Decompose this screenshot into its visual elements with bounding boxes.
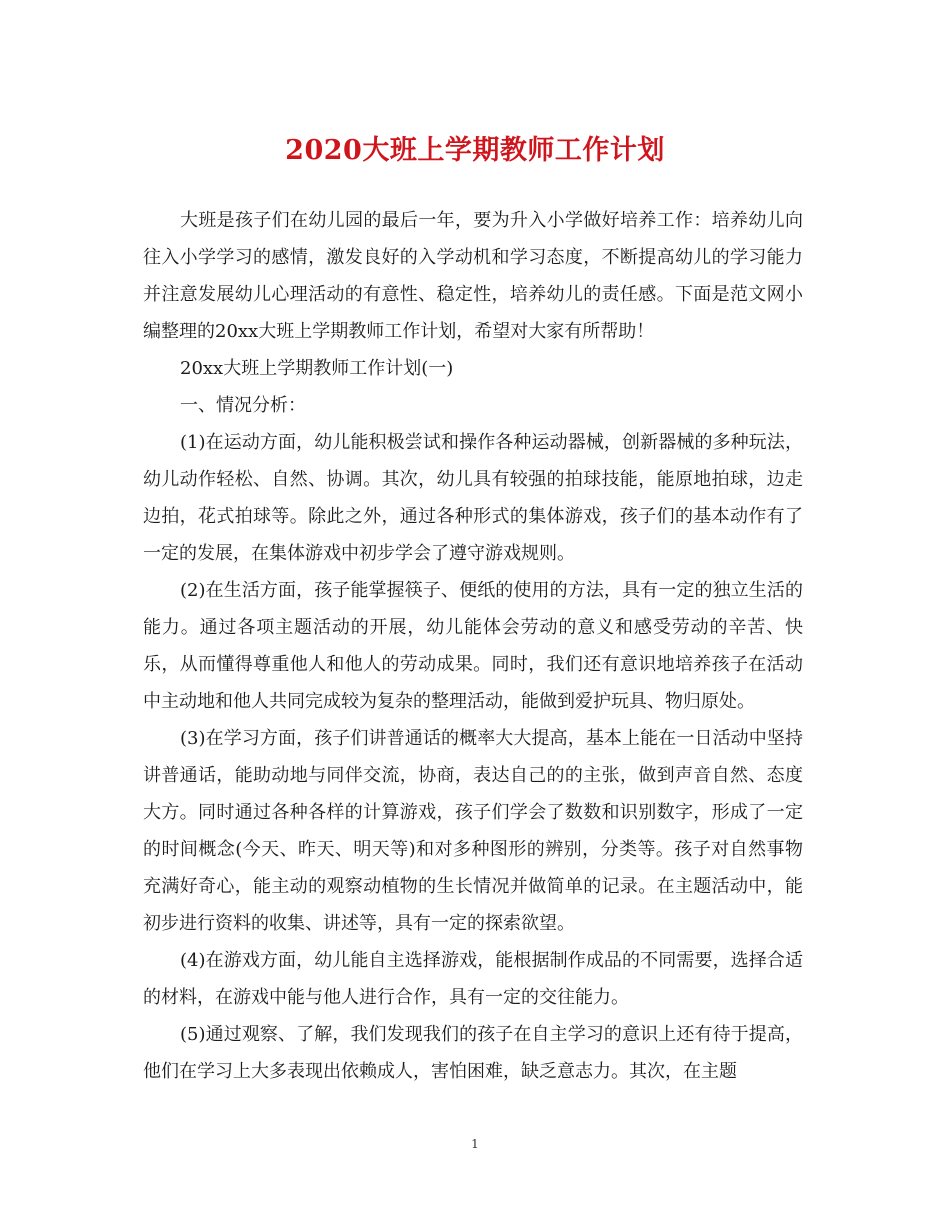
paragraph-subtitle: 20xx大班上学期教师工作计划(一) xyxy=(180,358,454,379)
paragraph-game: (4)在游戏方面，幼儿能自主选择游戏，能根据制作成品的不同需要，选择合适的材料，在游戏中能与他人进行合作，具有一定的交往能力。 xyxy=(143,950,803,1008)
paragraph-sport: (1)在运动方面，幼儿能积极尝试和操作各种运动器械，创新器械的多种玩法，幼儿动作轻松、自然、协调。其次，幼儿具有较强的拍球技能，能原地拍球，边走边拍，花式拍球等。除此之外，通过各种形式的集体游戏，孩子们的基本动作有了一定的发展，在集体游戏中初步学会了遵守游戏规则。 xyxy=(143,432,803,564)
paragraph-intro: 大班是孩子们在幼儿园的最后一年，要为升入小学做好培养工作：培养幼儿向往入小学学习的感情，激发良好的入学动机和学习态度，不断提高幼儿的学习能力并注意发展幼儿心理活动的有意性、稳定性，培养幼儿的责任感。下面是范文网小编整理的20xx大班上学期教师工作计划，希望对大家有所帮助！ xyxy=(143,210,803,342)
page-number: 1 xyxy=(471,1137,479,1151)
section-heading: 一、情况分析： xyxy=(180,395,306,416)
paragraph-study: (3)在学习方面，孩子们讲普通话的概率大大提高，基本上能在一日活动中坚持讲普通话，能助动地与同伴交流，协商，表达自己的的主张，做到声音自然、态度大方。同时通过各种各样的计算游戏，孩子们学会了数数和识别数字，形成了一定的时间概念(今天、昨天、明天等)和对多种图形的辨别，分类等。孩子对自然事物充满好奇心，能主动的观察动植物的生长情况并做简单的记录。在主题活动中，能初步进行资料的收集、讲述等，具有一定的探索欲望。 xyxy=(143,728,803,934)
document-body xyxy=(143,202,803,1090)
page-title: 2020大班上学期教师工作计划 xyxy=(285,135,665,166)
paragraph-observation: (5)通过观察、了解，我们发现我们的孩子在自主学习的意识上还有待于提高，他们在学习上大多表现出依赖成人，害怕困难，缺乏意志力。其次，在主题 xyxy=(143,1024,803,1082)
paragraph-life: (2)在生活方面，孩子能掌握筷子、便纸的使用的方法，具有一定的独立生活的能力。通过各项主题活动的开展，幼儿能体会劳动的意义和感受劳动的辛苦、快乐，从而懂得尊重他人和他人的劳动成果。同时，我们还有意识地培养孩子在活动中主动地和他人共同完成较为复杂的整理活动，能做到爱护玩具、物归原处。 xyxy=(143,580,803,712)
